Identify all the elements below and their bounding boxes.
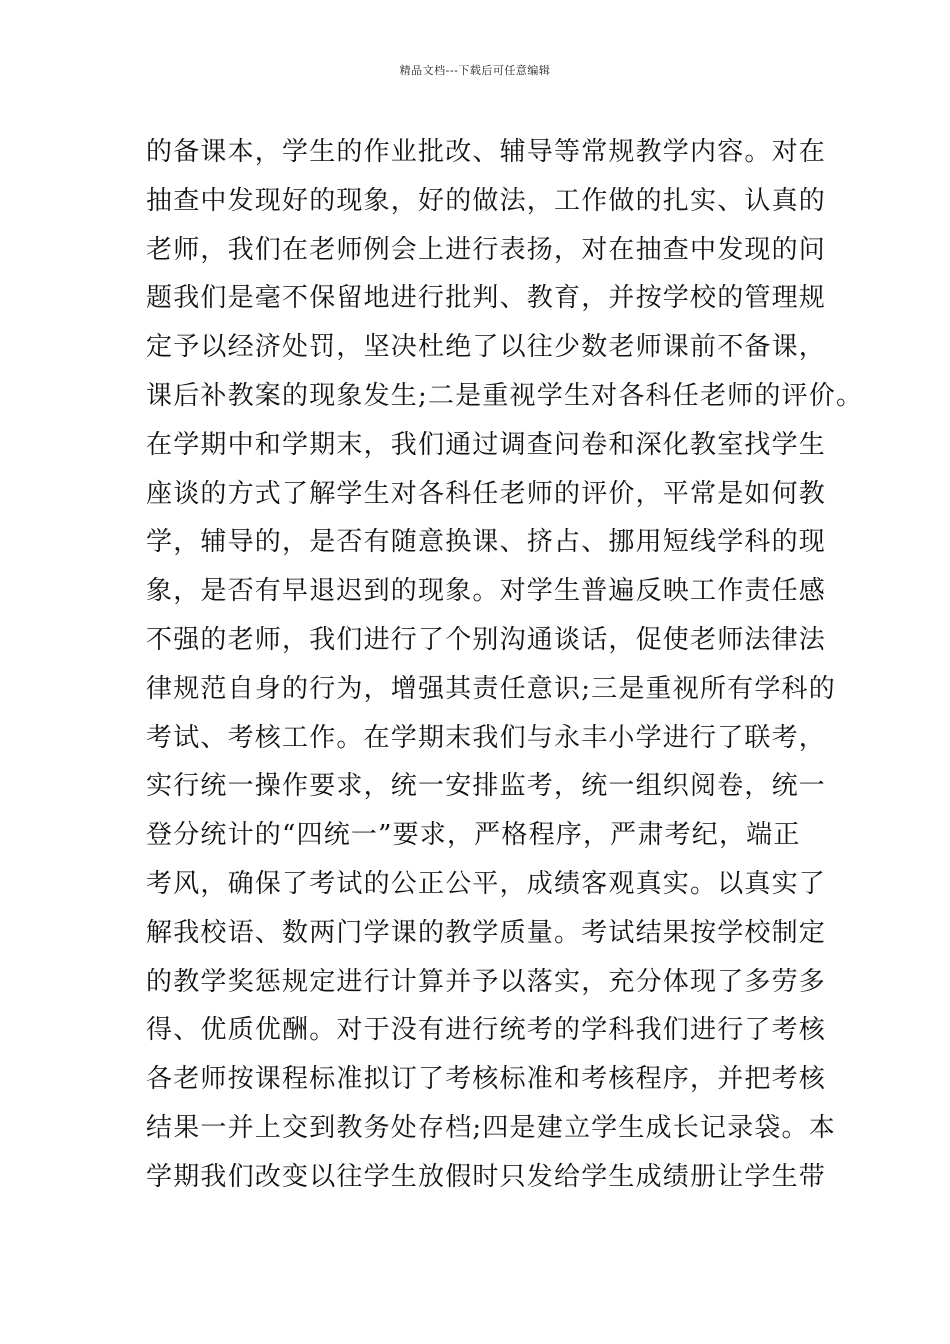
text-line: 律规范自身的行为，增强其责任意识;三是重视所有学科的 [146,673,836,704]
text-line: 老师，我们在老师例会上进行表扬，对在抽查中发现的问 [146,234,827,265]
text-line: 的备课本，学生的作业批改、辅导等常规教学内容。对在 [146,137,827,167]
text-line: 得、优质优酬。对于没有进行统考的学科我们进行了考核 [146,1015,827,1046]
text-line: 座谈的方式了解学生对各科任老师的评价，平常是如何教 [146,478,827,509]
text-line: 考风，确保了考试的公正公平，成绩客观真实。以真实了 [146,868,827,899]
page-header: 精品文档---下载后可任意编辑 [399,64,551,77]
text-line: 抽查中发现好的现象，好的做法，工作做的扎实、认真的 [146,185,827,216]
text-line: 登分统计的“四统一”要求，严格程序，严肃考纪，端正 [146,820,801,851]
text-line: 考试、考核工作。在学期末我们与永丰小学进行了联考， [146,722,827,753]
text-line: 在学期中和学期末，我们通过调查问卷和深化教室找学生 [146,429,827,460]
text-line: 学期我们改变以往学生放假时只发给学生成绩册让学生带 [146,1161,827,1192]
text-line: 题我们是毫不保留地进行批判、教育，并按学校的管理规 [146,283,827,314]
text-line: 各老师按课程标准拟订了考核标准和考核程序，并把考核 [146,1064,827,1095]
text-line: 不强的老师，我们进行了个别沟通谈话，促使老师法律法 [146,624,827,655]
text-line: 定予以经济处罚，坚决杜绝了以往少数老师课前不备课， [146,332,827,363]
text-line: 实行统一操作要求，统一安排监考，统一组织阅卷，统一 [146,771,827,802]
text-line: 课后补教案的现象发生;二是重视学生对各科任老师的评价。 [146,380,864,411]
text-line: 的教学奖惩规定进行计算并予以落实，充分体现了多劳多 [146,966,827,997]
text-line: 结果一并上交到教务处存档;四是建立学生成长记录袋。本 [146,1112,836,1143]
text-line: 学，辅导的，是否有随意换课、挤占、挪用短线学科的现 [146,527,827,558]
body-text [146,128,864,1202]
text-line: 象，是否有早退迟到的现象。对学生普遍反映工作责任感 [146,576,827,607]
text-line: 解我校语、数两门学课的教学质量。考试结果按学校制定 [146,917,827,948]
